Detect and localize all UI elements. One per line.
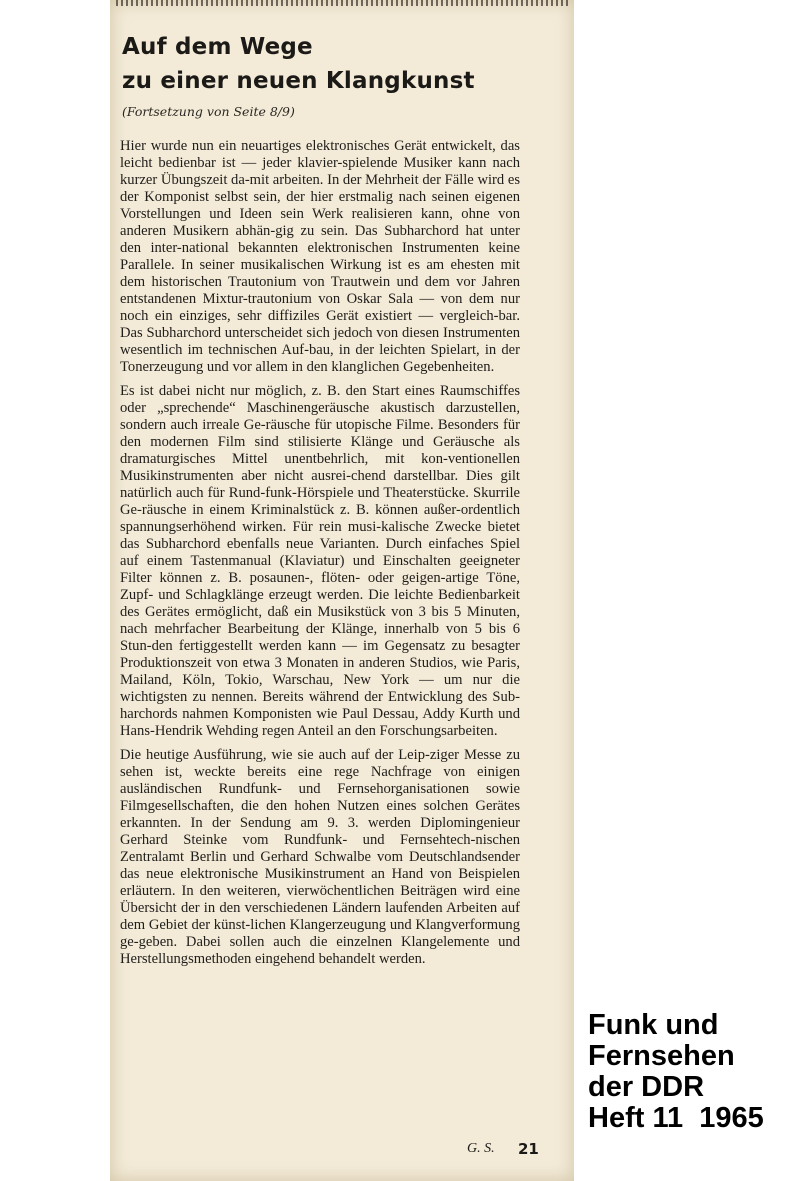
author-signature: G. S. — [467, 1141, 495, 1156]
source-caption — [588, 1010, 764, 1134]
top-rule-divider — [116, 0, 568, 6]
caption-line-2: Fernsehen — [588, 1040, 735, 1072]
newspaper-clipping — [110, 0, 574, 1181]
article-headline — [122, 30, 562, 98]
article-paragraph-1: Hier wurde nun ein neuartiges elektronisches Gerät entwickelt, das leicht bedienbar ist — jeder klavier-spielende Musiker kann nach kurzer Übungszeit da-mit arbeiten. In der Mehrheit der Fälle wird es der Komponist selbst sein, der hier erstmalig nach seinen eigenen Vorstellungen und Ideen sein Werk realisieren kann, ohne von anderen Musikern abhän-gig zu sein. Das Subharchord hat unter den inter-national bekannten elektronischen Instrumenten keine Parallele. In seiner musikalischen Wirkung ist es am ehesten mit dem historischen Trautonium von Trautwein und dem vor Jahren entstandenen Mixtur-trautonium von Oskar Sala — von dem nur noch ein einziges, sehr diffiziles Gerät existiert — vergleich-bar. Das Subharchord unterscheidet sich jedoch von diesen Instrumenten wesentlich im technischen Auf-bau, in der leichten Spielart, in der Tonerzeugung und vor allem in den klanglichen Gegebenheiten. — [120, 138, 520, 375]
headline-line-2: zu einer neuen Klangkunst — [122, 68, 475, 94]
headline-line-1: Auf dem Wege — [122, 34, 313, 60]
article-paragraph-2: Es ist dabei nicht nur möglich, z. B. den Start eines Raumschiffes oder „sprechende“ Maschinengeräusche akustisch darzustellen, sondern auch irreale Ge-räusche für utopische Filme. Besonders für den modernen Film sind stilisierte Klänge und Geräusche als dramaturgisches Mittel unentbehrlich, mit kon-ventionellen Musikinstrumenten aber nicht ausrei-chend darstellbar. Dies gilt natürlich auch für Rund-funk-Hörspiele und Theaterstücke. Skurrile Ge-räusche in einem Kriminalstück z. B. können außer-ordentlich spannungserhöhend wirken. Für rein musi-kalische Zwecke bietet das Subharchord ebenfalls neue Varianten. Durch einfaches Spiel auf einem Tastenmanual (Klaviatur) und Einschalten geeigneter Filter können z. B. posaunen-, flöten- oder geigen-artige Töne, Zupf- und Schlagklänge erzeugt werden. Die leichte Bedienbarkeit des Gerätes ermöglicht, daß ein Musikstück von 3 bis 5 Minuten, nach mehrfacher Bearbeitung der Klänge, innerhalb von 5 bis 6 Stun-den fertiggestellt werden kann — im Gegensatz zu besagter Produktionszeit von etwa 3 Monaten in anderen Studios, wie Paris, Mailand, Köln, Tokio, Warschau, New York — um nur die wichtigsten zu nennen. Bereits während der Entwicklung des Sub-harchords nahmen Komponisten wie Paul Dessau, Addy Kurth und Hans-Hendrik Wehding regen Anteil an den Forschungsarbeiten. — [120, 383, 520, 739]
article-body — [120, 138, 520, 975]
page-number: 21 — [518, 1140, 539, 1158]
article-paragraph-3: Die heutige Ausführung, wie sie auch auf der Leip-ziger Messe zu sehen ist, weckte bereits eine rege Nachfrage von einigen ausländischen Rundfunk- und Fernsehorganisationen sowie Filmgesellschaften, die den hohen Nutzen eines solchen Gerätes erkannten. In der Sendung am 9. 3. werden Diplomingenieur Gerhard Steinke vom Rundfunk- und Fernsehtech-nischen Zentralamt Berlin und Gerhard Schwalbe vom Deutschlandsender das neue elektronische Musikinstrument an Hand von Beispielen erläutern. In den weiteren, vierwöchentlichen Beiträgen wird eine Übersicht der in den verschiedenen Ländern laufenden Arbeiten auf dem Gebiet der künst-lichen Klangerzeugung und Klangverformung ge-geben. Dabei sollen auch die einzelnen Klangelemente und Herstellungsmethoden eingehend behandelt werden. — [120, 747, 520, 967]
caption-line-4: Heft 11 1965 — [588, 1102, 764, 1134]
caption-line-1: Funk und — [588, 1009, 719, 1041]
continuation-note: (Fortsetzung von Seite 8/9) — [122, 104, 295, 119]
caption-line-3: der DDR — [588, 1071, 705, 1103]
